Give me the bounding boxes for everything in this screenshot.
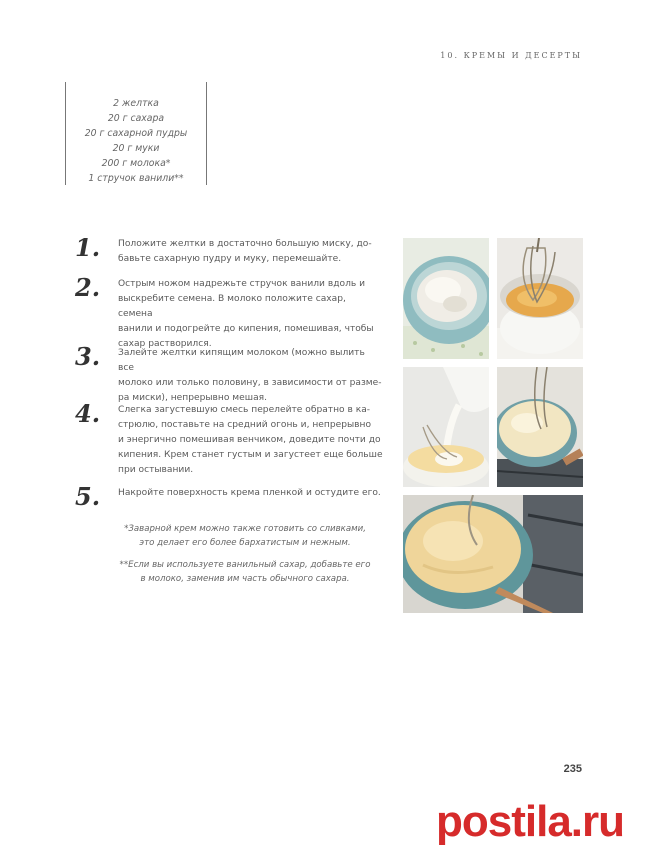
step-text: Накройте поверхность крема пленкой и остудите его. bbox=[118, 488, 381, 498]
step-text: Острым ножом надрежьте стручок ванили вдоль и выскребите семена. В молоко положите сахар, семена ванили и подогрейте до кипения, помешивая, чтобы сахар растворился. bbox=[118, 279, 374, 349]
ingredient-item: 2 желтка bbox=[113, 98, 159, 109]
flour-bowl-photo bbox=[403, 238, 489, 359]
footnote-cream: *Заварной крем можно также готовить со сливками, это делает его более бархатистым и нежным. bbox=[124, 524, 366, 548]
whisked-yolks-photo bbox=[497, 238, 583, 359]
step-number: 3. bbox=[75, 342, 101, 371]
step-number: 4. bbox=[75, 399, 101, 428]
footnotes bbox=[112, 522, 378, 594]
ingredient-item: 1 стручок ванили** bbox=[88, 173, 184, 184]
ingredient-item: 20 г сахарной пудры bbox=[84, 128, 188, 139]
ingredients-list bbox=[65, 82, 207, 185]
chapter-header: 10. КРЕМЫ И ДЕСЕРТЫ bbox=[440, 51, 582, 60]
step-text: Слегка загустевшую смесь перелейте обратно в ка- стрюлю, поставьте на средний огонь и, непрерывно и энергично помешивая венчиком, доведите почти до кипения. Крем станет густым и загустеет еще больше при остывании. bbox=[118, 405, 383, 475]
thick-cream-pan-photo bbox=[403, 495, 583, 613]
page-number: 235 bbox=[563, 763, 582, 775]
whisking-pan-photo bbox=[497, 367, 583, 487]
ingredient-item: 200 г молока* bbox=[101, 158, 171, 169]
step-number: 2. bbox=[75, 273, 101, 302]
ingredient-item: 20 г сахара bbox=[107, 113, 165, 124]
pouring-milk-photo bbox=[403, 367, 489, 487]
step-text: Залейте желтки кипящим молоком (можно вылить все молоко или только половину, в зависимости от разме- ра миски), непрерывно мешая. bbox=[118, 348, 382, 403]
footnote-vanilla: **Если вы используете ванильный сахар, добавьте его в молоко, заменив им часть обычного сахара. bbox=[119, 560, 371, 584]
step-number: 5. bbox=[75, 482, 101, 511]
step-number: 1. bbox=[75, 233, 101, 262]
ingredient-item: 20 г муки bbox=[112, 143, 160, 154]
step-text: Положите желтки в достаточно большую миску, до- бавьте сахарную пудру и муку, перемешайте. bbox=[118, 239, 372, 264]
watermark-logo: postila.ru bbox=[436, 797, 625, 846]
